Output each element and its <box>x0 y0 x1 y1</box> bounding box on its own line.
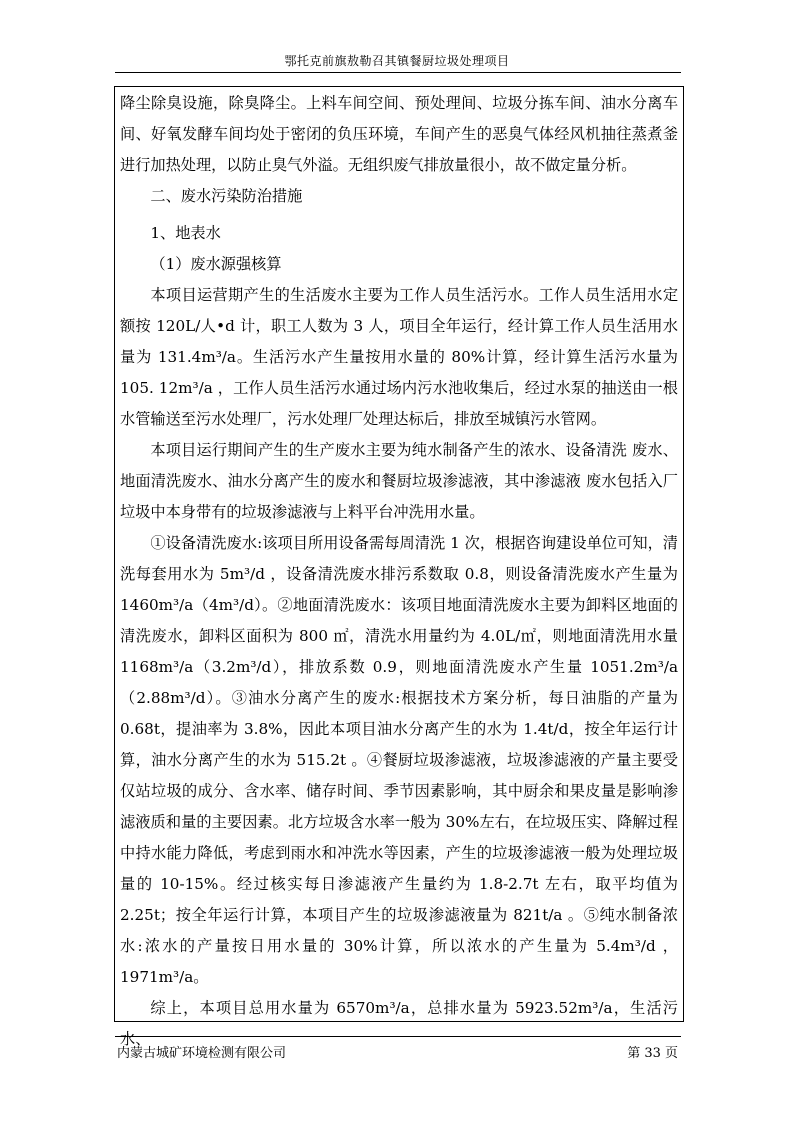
subsection-heading-surface-water: 1、地表水 <box>150 224 221 242</box>
header-divider <box>115 72 681 73</box>
paragraph-summary: 综上，本项目总用水量为 6570m³/a，总排水量为 5923.52m³/a，生活污水、 <box>120 999 678 1048</box>
section-heading-wastewater: 二、废水污染防治措施 <box>150 187 303 205</box>
paragraph-production-wastewater: 本项目运行期间产生的生产废水主要为纯水制备产生的浓水、设备清洗 废水、地面清洗废水、油水分离产生的废水和餐厨垃圾渗滤液，其中渗滤液 废水包括入厂垃圾中本身带有的垃圾渗滤液与上料平台冲洗用水量。 <box>120 441 678 521</box>
document-body <box>120 88 678 1055</box>
footer-company: 内蒙古城矿环境检测有限公司 <box>117 1046 287 1061</box>
page-header-title: 鄂托克前旗敖勒召其镇餐厨垃圾处理项目 <box>284 54 510 68</box>
paragraph-deodorize: 降尘除臭设施，除臭降尘。上料车间空间、预处理间、垃圾分拣车间、油水分离车间、好氧发酵车间均处于密闭的负压环境，车间产生的恶臭气体经风机抽往蒸煮釜进行加热处理，以防止臭气外溢。无组织废气排放量很小，故不做定量分析。 <box>120 94 678 174</box>
footer-page-number: 第 33 页 <box>627 1046 678 1061</box>
subsection-heading-source-strength: （1）废水源强核算 <box>150 255 282 273</box>
footer-divider <box>115 1036 681 1037</box>
paragraph-domestic-wastewater: 本项目运营期产生的生活废水主要为工作人员生活污水。工作人员生活用水定额按 120L/人•d 计，职工人数为 3 人，项目全年运行，经计算工作人员生活用水量为 131.4m³/a。生活污水产生量按用水量的 80%计算，经计算生活污水量为 105. 12m³/a ，工作人员生活污水通过场内污水池收集后，经过水泵的抽送由一根水管输送至污水处理厂，污水处理厂处理达标后，排放至城镇污水管网。 <box>120 286 678 428</box>
paragraph-wastewater-items: ①设备清洗废水:该项目所用设备需每周清洗 1 次，根据咨询建设单位可知，清洗每套用水为 5m³/d ，设备清洗废水排污系数取 0.8，则设备清洗废水产生量为 1460m³/a（4m³/d）。②地面清洗废水：该项目地面清洗废水主要为卸料区地面的清洗废水，卸料区面积为 800 ㎡，清洗水用量约为 4.0L/㎡，则地面清洗用水量 1168m³/a（3.2m³/d），排放系数 0.9，则地面清洗废水产生量 1051.2m³/a（2.88m³/d）。③油水分离产生的废水:根据技术方案分析，每日油脂的产量为 0.68t，提油率为 3.8%，因此本项目油水分离产生的水为 1.4t/d，按全年运行计算，油水分离产生的水为 515.2t 。④餐厨垃圾渗滤液，垃圾渗滤液的产量主要受仅站垃圾的成分、含水率、储存时间、季节因素影响，其中厨余和果皮量是影响渗滤液质和量的主要因素。北方垃圾含水率一般为 30%左右，在垃圾压实、降解过程中持水能力降低，考虑到雨水和冲洗水等因素，产生的垃圾渗滤液一般为处理垃圾量的 10-15%。经过核实每日渗滤液产生量约为 1.8-2.7t 左右，取平均值为 2.25t；按全年运行计算，本项目产生的垃圾渗滤液量为 821t/a 。⑤纯水制备浓水:浓水的产量按日用水量的 30%计算，所以浓水的产生量为 5.4m³/d ，1971m³/a。 <box>120 534 678 986</box>
